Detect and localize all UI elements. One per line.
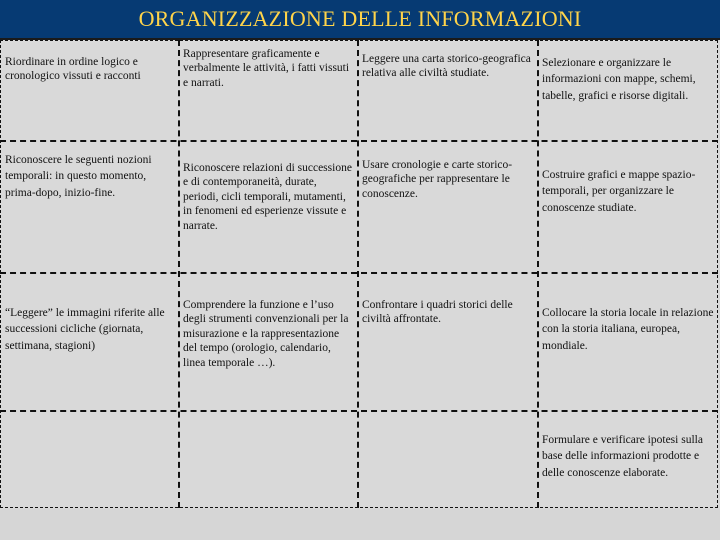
cell-r3-c1: “Leggere” le immagini riferite alle successioni cicliche (giornata, settimana, stagioni) — [5, 307, 165, 352]
cell-r3-c3: Confrontare i quadri storici delle civiltà affrontate. — [362, 299, 513, 326]
cell-r1-c3: Leggere una carta storico-geografica relativa alle civiltà studiate. — [362, 53, 531, 80]
cell-r1-c4: Selezionare e organizzare le informazioni con mappe, schemi, tabelle, grafici e risorse digitali. — [542, 57, 696, 102]
cell-r2-c4: Costruire grafici e mappe spazio-temporali, per organizzare le conoscenze studiate. — [542, 169, 696, 214]
title-bar — [0, 0, 720, 40]
footer-strip — [0, 509, 720, 540]
cell-r1-c2: Rappresentare graficamente e verbalmente le attività, i fatti vissuti e narrati. — [183, 48, 350, 89]
row-divider — [0, 272, 718, 274]
cell-r2-c3: Usare cronologie e carte storico-geografiche per rappresentare le conoscenze. — [362, 159, 513, 200]
column-divider — [357, 40, 359, 508]
row-divider — [0, 410, 718, 412]
row-divider — [0, 140, 718, 142]
cell-r3-c4: Collocare la storia locale in relazione con la storia italiana, europea, mondiale. — [542, 307, 714, 352]
cell-r2-c1: Riconoscere le seguenti nozioni temporali: in questo momento, prima-dopo, inizio-fine. — [5, 154, 152, 199]
cell-r1-c1: Riordinare in ordine logico e cronologico vissuti e racconti — [5, 56, 141, 83]
page-title: ORGANIZZAZIONE DELLE INFORMAZIONI — [138, 6, 582, 31]
cell-r4-c4: Formulare e verificare ipotesi sulla base delle informazioni prodotte e delle conoscenze elaborate. — [542, 434, 703, 479]
cell-r2-c2: Riconoscere relazioni di successione e di contemporaneità, durate, periodi, cicli temporali, mutamenti, in fenomeni ed esperienze vissute e narrate. — [183, 162, 352, 232]
cell-r3-c2: Comprendere la funzione e l’uso degli strumenti convenzionali per la misurazione e la rappresentazione del tempo (orologio, calendario, linea temporale …). — [183, 299, 349, 369]
column-divider — [178, 40, 180, 508]
